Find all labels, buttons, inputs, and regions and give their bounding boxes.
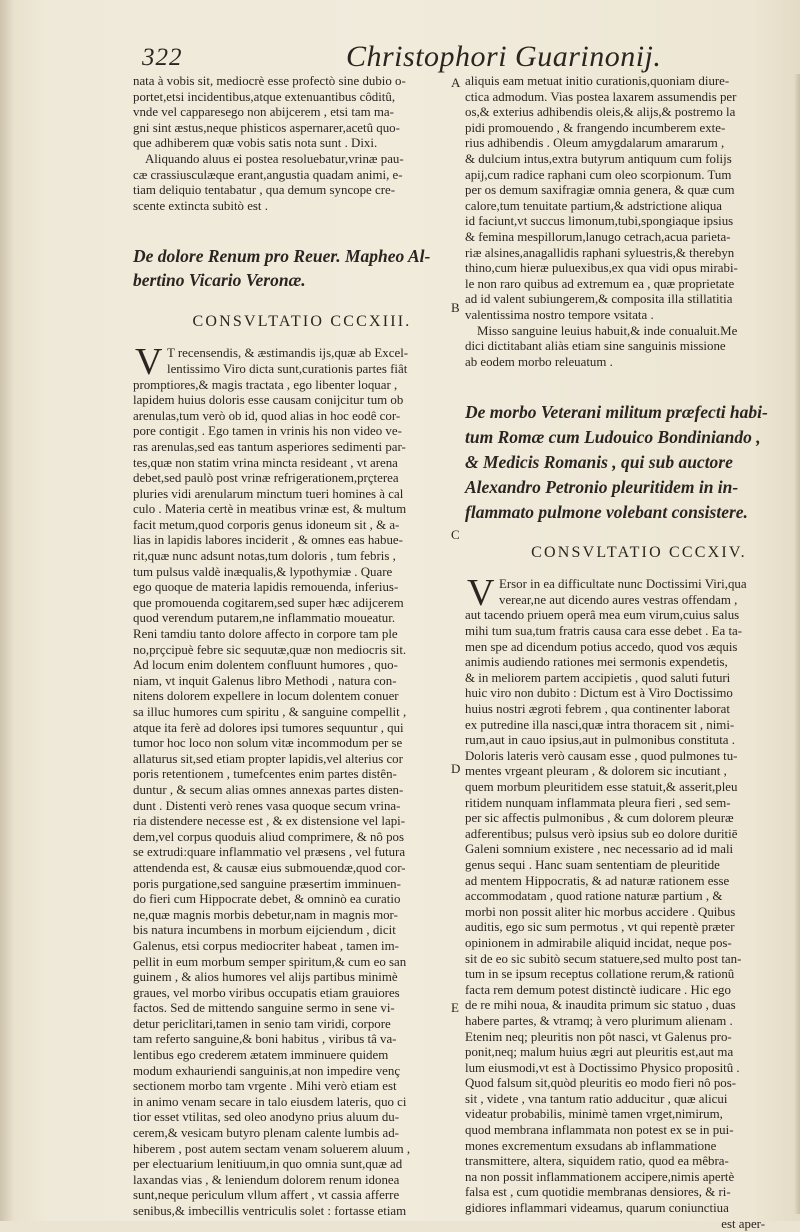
text-line: sit de eo sic subitò secum statuere,sed multo post tan- xyxy=(465,951,742,966)
text-line: Aliquando aluus ei postea resoluebatur,vrinæ pau- xyxy=(145,151,404,166)
text-line: & femina mespillorum,lanugo cetrach,acua parieta- xyxy=(465,229,731,244)
text-line: Reni tamdiu tanto dolore affecto in corpore tam ple xyxy=(133,627,398,642)
text-line: men spe ad dicendum potius accedo, quod vos æquis xyxy=(465,639,738,654)
text-line: Ad locum enim dolentem confluunt humores , quo- xyxy=(133,658,398,673)
text-line: per sic affectis pulmonibus , & cum dolorem pleuræ xyxy=(465,811,734,826)
left-dropcap-block xyxy=(133,341,453,384)
text-line: aliquis eam metuat initio curationis,quoniam diure- xyxy=(465,74,730,88)
spacer xyxy=(465,370,795,400)
text-line: atque ita ferè ad dolores ipsi tumores sequuntur , qui xyxy=(133,720,404,735)
text-line: T recensendis, & æstimandis ijs,quæ ab Excel- xyxy=(167,346,409,361)
title-line: Alexandro Petronio pleuritidem in in- xyxy=(465,477,739,498)
text-line: de re mihi noua, & inaudita primum sic statuo , duas xyxy=(465,998,736,1013)
consultatio-heading: CONSVLTATIO CCCXIII. xyxy=(192,313,412,331)
title-line: tum Romæ cum Ludouico Bondiniando , xyxy=(465,427,761,448)
text-line: facta rem demum potest distinctè iudicare . Hic ego xyxy=(465,982,731,997)
text-line: rum,aut in cauo ipsius,aut in pulmonibus constituta . xyxy=(465,733,735,748)
text-line: lum eiusmodi,vt est à Doctissimo Physico propositû . xyxy=(465,1060,740,1075)
drop-capital: V xyxy=(135,341,163,384)
margin-letter: D xyxy=(451,761,461,776)
text-line: mihi tum sua,tum fratris causa cara esse debet . Ea ta- xyxy=(465,624,743,639)
catchword: est aper- xyxy=(721,1216,765,1231)
text-line: aut tacendo priuem operâ mea eum virum,cuius salus xyxy=(465,608,740,623)
binding-shadow xyxy=(0,0,14,1221)
text-line: in animo venam secare in talo eiusdem lateris, quo ci xyxy=(133,1094,407,1109)
text-line: tes,quæ non statim vrina mincta resideant , vt arena xyxy=(133,455,398,470)
text-line: niam, vt inquit Galenus libro Methodi , natura con- xyxy=(133,673,397,688)
left-body-text xyxy=(133,378,453,1220)
text-line: vnde vel capparesego non abijcerem , etsi tam ma- xyxy=(133,105,394,120)
text-line: pluries vidi arenularum minctum tueri homines à cal xyxy=(133,486,404,501)
text-line: dem,vel corpus quoduis aliud comprimere, & nô pos xyxy=(133,829,405,844)
text-line: scente extincta subitò est . xyxy=(133,198,268,213)
spacer xyxy=(465,525,795,539)
text-line: quod membrana inflammata non potest ex se in pui- xyxy=(465,1123,734,1138)
text-line: allaturus sit,sed etiam propter lapidis,vel alterius cor xyxy=(133,751,403,766)
text-line: animis audiendo rationes mei sermonis expendetis, xyxy=(465,655,728,670)
text-line: que promouenda cogitarem,sed super hæc adijcerem xyxy=(133,595,404,610)
text-line: transmittere, altera, siquidem ratio, quod ea mêbra- xyxy=(465,1154,729,1169)
text-line: verear,ne aut dicendo aures vestras offendam , xyxy=(499,592,738,607)
text-line: & dulcium intus,extra butyrum antiquum cum folijs xyxy=(465,151,732,166)
text-line: tum pulsus valdè inæqualis,& lypothymiæ . Quare xyxy=(133,564,393,579)
text-line: lias in lapidis labores inciderit , & omnes eas habue- xyxy=(133,533,403,548)
text-line: modum exhauriendi sanguinis,at non impedire venç xyxy=(133,1063,401,1078)
text-line: Misso sanguine leuius habuit,& inde conualuit.Me xyxy=(477,323,738,338)
text-line: rit,quæ nunc adsunt notas,tum doloris , tum febris , xyxy=(133,549,396,564)
text-line: que adhiberem quæ vobis satis nota sunt . Dixi. xyxy=(133,136,378,151)
text-line: lapidem huius doloris esse causam conijcitur tum ob xyxy=(133,393,404,408)
text-line: genus sequi . Hanc suam sententiam de pleuritide xyxy=(465,857,720,872)
text-line: morbi non possit aliter hic morbus accidere . Quibus xyxy=(465,904,736,919)
text-line: auditis, ego sic sum permotus , vt qui repentè præter xyxy=(465,920,735,935)
text-line: apij,cum radice raphani cum oleo scorpionum. Tum xyxy=(465,167,732,182)
text-line: se extrudi:quare inflammatio vel præsens , vel futura xyxy=(133,845,406,860)
margin-letter: A xyxy=(451,75,461,90)
text-line: os,& exterius adhibendis oleis,& alijs,& postremo la xyxy=(465,105,736,120)
text-line: Ersor in ea difficultate nunc Doctissimi Viri,qua xyxy=(499,577,747,592)
text-line: Galenus, etsi corpus mediocriter habeat , tamen im- xyxy=(133,938,399,953)
text-line: pellit in eum morbum semper spiritum,& cum eo san xyxy=(133,954,407,969)
page-number: 322 xyxy=(142,44,183,71)
right-section-title xyxy=(465,400,795,525)
text-line: tum in se ipsum receptus collatione rerum,& rationû xyxy=(465,967,735,982)
text-line: mones excrementum exsudans ab inflammatione xyxy=(465,1138,717,1153)
text-line: nata à vobis sit, mediocrè esse profectò sine dubio o- xyxy=(133,74,406,88)
spacer xyxy=(133,292,453,308)
margin-letter: C xyxy=(451,527,460,542)
text-line: promptiores,& magis tractata , ego libenter loquar , xyxy=(133,377,398,392)
text-line: hiberem , post autem sectam venam soluerem aluum , xyxy=(133,1141,411,1156)
left-paragraph-2 xyxy=(133,152,453,214)
text-line: adferentibus; pulsus verò ipsius sub eo dolore duritiē xyxy=(465,826,738,841)
text-line: le non raro quibus ad extremum ea , quæ proprietate xyxy=(465,276,735,291)
text-line: poris purgatione,sed sanguine præsertim imminuen- xyxy=(133,876,401,891)
text-line: per electuarium lenitiuum,in quo omnia sunt,quæ ad xyxy=(133,1157,403,1172)
text-line: pidi promouendo , & frangendo incumberem exte- xyxy=(465,120,726,135)
text-line: per os demum saxifragiæ omnia genera, & quæ cum xyxy=(465,183,735,198)
text-line: cerem,& vesicam butyro plenam calente lumbis ad- xyxy=(133,1126,399,1141)
text-line: calore,tum tenuitate partium,& adstrictione aliqua xyxy=(465,198,723,213)
text-line: senibus,& imbecillis ventriculis solet : fortasse etiam xyxy=(133,1204,407,1218)
text-line: Etenim neq; pleuritis non pôt nasci, vt Galenus pro- xyxy=(465,1029,732,1044)
spacer xyxy=(465,567,795,577)
text-line: graues, vel morbo viribus occupatis etiam grauiores xyxy=(133,985,400,1000)
text-line: quem morbum pleuritidem esse statuit,& asserit,pleu xyxy=(465,780,738,794)
text-line: ne,quæ magnis morbis debetur,nam in magnis mor- xyxy=(133,907,398,922)
text-line: huius nostri ægroti febrem , qua continenter laborat xyxy=(465,702,730,717)
text-line: sectionem morbo tam vrgente . Mihi verò etiam est xyxy=(133,1079,397,1094)
right-paragraph-1 xyxy=(465,74,795,324)
text-line: valentissima nostro tempore vsitata . xyxy=(465,307,654,322)
title-line: De dolore Renum pro Reuer. Mapheo Al- xyxy=(133,246,431,267)
text-line: gidiores inflammari videamus, quarum coniunctiua xyxy=(465,1201,729,1216)
text-line: habere partes, & vtramq; à vero plurimum alienam . xyxy=(465,1013,733,1028)
text-line: riæ alsines,anagallidis raphani syluestris,& therebyn xyxy=(465,245,735,260)
text-line: ras arenulas,sed eas tantum asperiores sedimenti par- xyxy=(133,439,406,454)
text-line: ad id valent subiungerem,& composita illa stillatitia xyxy=(465,292,733,307)
text-line: tiam deliquio tentabatur , qua demum syncope cre- xyxy=(133,183,396,198)
text-line: dici dictitabant aliàs etiam sine sanguinis missione xyxy=(465,339,726,354)
text-line: ab eodem morbo releuatum . xyxy=(465,354,613,369)
right-column xyxy=(465,74,795,1232)
text-line: rius adhibendis . Oleum amygdalarum amararum , xyxy=(465,136,725,151)
right-body-text xyxy=(465,608,795,1216)
text-line: pore contigit . Ego tamen in vrinis his non video ve- xyxy=(133,424,402,439)
text-line: ria distendere necesse est , & ex distensione vel lapi- xyxy=(133,814,406,829)
text-line: tam referto sanguine,& boni habitus , viribus tâ va- xyxy=(133,1032,397,1047)
text-line: ex putredine illa nasci,quæ intra thoracem sit , nimi- xyxy=(465,717,735,732)
margin-letter: B xyxy=(451,300,460,315)
text-line: & in meliorem partem accipietis , quod saluti futuri xyxy=(465,670,731,685)
consultatio-heading: CONSVLTATIO CCCXIV. xyxy=(531,544,747,562)
text-line: debet,sed paulò post vrinæ refrigerationem,prçterea xyxy=(133,471,399,486)
spacer xyxy=(133,214,453,244)
text-line: ad mentem Hippocratis, & ad naturæ rationem esse xyxy=(465,873,730,888)
text-line: gni sint æstus,neque phisticos aspernarer,acetû quo- xyxy=(133,120,400,135)
text-line: quod verendum putarem,ne inflammatio moueatur. xyxy=(133,611,396,626)
text-line: Quod falsum sit,quòd pleuritis eo modo fieri nô pos- xyxy=(465,1076,737,1091)
title-line: De morbo Veterani militum præfecti habi- xyxy=(465,402,768,423)
text-line: id faciunt,vt succus limonum,tubi,spongiaque ipsius xyxy=(465,214,734,229)
text-line: huic viro non dubito : Dictum est à Viro Doctissimo xyxy=(465,686,733,701)
title-line: bertino Vicario Veronæ. xyxy=(133,270,306,291)
title-line: flammato pulmone volebant consistere. xyxy=(465,502,748,523)
text-line: nitens dolorem expellere in locum dolentem conuer xyxy=(133,689,399,704)
text-line: do fieri cum Hippocrate debet, & omninò ea curatio xyxy=(133,892,401,907)
drop-capital: V xyxy=(467,572,495,615)
text-line: factos. Sed de mittendo sanguine sermo in sene vi- xyxy=(133,1001,395,1016)
margin-letter: E xyxy=(451,1000,459,1015)
text-line: portet,etsi incidentibus,atque extenuantibus côditû, xyxy=(133,89,396,104)
text-line: lentissimo Viro dicta sunt,curationis partes fiât xyxy=(167,361,408,376)
text-line: dunt . Distenti verò renes vasa quoque secum vrina- xyxy=(133,798,401,813)
text-line: guinem , & alios humores vel alijs partibus minimè xyxy=(133,970,398,985)
left-section-title xyxy=(133,244,453,292)
text-line: thino,cum hieræ puluexibus,ex qua vidi opus mirabi- xyxy=(465,261,738,276)
text-line: Galeni somnium existere , nec necessario ad id mali xyxy=(465,842,734,857)
spacer xyxy=(133,336,453,346)
text-line: opinionem in admirabile aliquid incidat, neque pos- xyxy=(465,935,732,950)
text-line: lentibus ego crederem ætatem imminuere quidem xyxy=(133,1048,389,1063)
text-line: ego quoque de materia lapidis remouenda, inferius- xyxy=(133,580,399,595)
text-line: sunt,neque periculum vllum affert , vt cassia afferre xyxy=(133,1188,400,1203)
text-line: mentes vrgeant pleuram , & dolorem sic incutiant , xyxy=(465,764,727,779)
text-line: culo . Materia certè in meatibus vrinæ est, & multum xyxy=(133,502,407,517)
text-line: duntur , & secum alias omnes annexas partes disten- xyxy=(133,782,404,797)
text-line: Doloris lateris verò causam esse , quod pulmones tu- xyxy=(465,748,738,763)
right-paragraph-2 xyxy=(465,324,795,371)
text-line: videatur probabilis, minimè tamen vrget,nimirum, xyxy=(465,1107,723,1122)
text-line: sit , videte , vna tantum ratio adducitur , quæ alicui xyxy=(465,1091,728,1106)
text-line: facit metum,quod corporis genus idoneum sit , & a- xyxy=(133,517,400,532)
text-line: laxandas vias , & leniendum dolorem renum idonea xyxy=(133,1172,400,1187)
text-line: poris retentionem , tumefcentes enim partes distên- xyxy=(133,767,397,782)
text-line: sa illuc humores cum spiritu , & sanguine compellit , xyxy=(133,705,407,719)
text-line: cæ crassiusculæque erant,angustia quadam animi, e- xyxy=(133,167,403,182)
text-line: ritidem nunquam inflammata pleura fieri , sed sem- xyxy=(465,795,731,810)
left-column xyxy=(133,74,453,1220)
text-line: na non possit inflammationem accipere,nimis apertè xyxy=(465,1169,735,1184)
text-line: ponit,neq; malum huius ægri aut pleuritis est,aut ma xyxy=(465,1045,734,1060)
right-dropcap-block xyxy=(465,572,795,615)
text-line: tior esset vtilitas, sed oleo anodyno prius aluum du- xyxy=(133,1110,400,1125)
text-line: no,prçcipuè febre sic sequutæ,quæ non mediocris sit. xyxy=(133,642,407,657)
text-line: falsa est , cum quotidie membranas densiores, & ri- xyxy=(465,1185,731,1200)
title-line: & Medicis Romanis , qui sub auctore xyxy=(465,452,733,473)
text-line: ctica admodum. Vias postea laxarem assumendis per xyxy=(465,89,737,104)
text-line: bis natura incumbens in morbum eijciendum , dicit xyxy=(133,923,396,938)
running-head: Christophori Guarinonij. xyxy=(346,40,662,73)
text-line: attendenda est, & causæ eius submouendæ,quod cor- xyxy=(133,860,406,875)
text-line: tumor hoc loco non solum vitæ incommodum per se xyxy=(133,736,403,751)
text-line: arenulas,tum verò ob id, quod alias in hoc eodê cor- xyxy=(133,408,401,423)
text-line: accommodatam , quod ratione naturæ partium , & xyxy=(465,889,723,904)
text-line: detur periclitari,tamen in senio tam viridi, corpore xyxy=(133,1016,391,1031)
left-paragraph-1 xyxy=(133,74,453,152)
